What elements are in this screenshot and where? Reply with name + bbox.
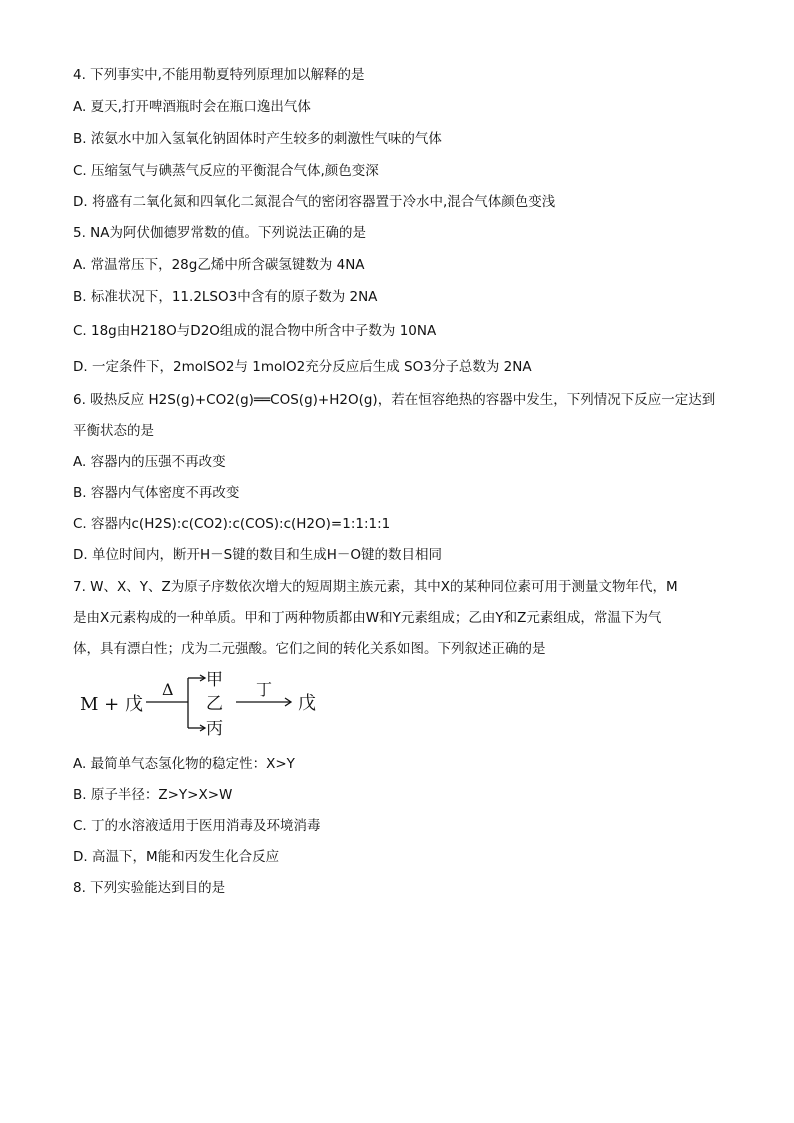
q7-stem-line2: 是由X元素构成的一种单质。甲和丁两种物质都由W和Y元素组成；乙由Y和Z元素组成，常温下为气 [73,610,662,626]
q4-option-d: D. 将盛有二氧化氮和四氧化二氮混合气的密闭容器置于冷水中,混合气体颜色变浅 [73,194,556,210]
q7-option-b: B. 原子半径：Z>Y>X>W [73,787,233,803]
q4-option-a: A. 夏天,打开啤酒瓶时会在瓶口逸出气体 [73,99,311,115]
q7-option-a: A. 最简单气态氢化物的稳定性：X>Y [73,756,295,772]
q6-stem-line2: 平衡状态的是 [73,423,154,439]
q6-option-c: C. 容器内c(H2S):c(CO2):c(COS):c(H2O)=1:1:1:1 [73,516,391,532]
q4-option-c: C. 压缩氢气与碘蒸气反应的平衡混合气体,颜色变深 [73,163,379,179]
diagram-result: 戊 [298,693,316,714]
q7-option-c: C. 丁的水溶液适用于医用消毒及环境消毒 [73,818,321,834]
reaction-diagram [76,666,336,738]
q5-stem: 5. NA为阿伏伽德罗常数的值。下列说法正确的是 [73,225,367,241]
diagram-product-bing: 丙 [206,719,223,738]
diagram-reagent: 丁 [256,680,273,699]
q7-stem-line1: 7. W、X、Y、Z为原子序数依次增大的短周期主族元素，其中X的某种同位素可用于测量文物年代，M [73,579,678,595]
q5-option-b: B. 标准状况下，11.2LSO3中含有的原子数为 2NA [73,289,378,305]
q8-stem: 8. 下列实验能达到目的是 [73,880,226,896]
q6-stem-line1: 6. 吸热反应 H2S(g)+CO2(g)══COS(g)+H2O(g)，若在恒容绝热的容器中发生，下列情况下反应一定达到 [73,392,716,408]
q5-option-d: D. 一定条件下，2molSO2与 1molO2充分反应后生成 SO3分子总数为 2NA [73,359,532,375]
q4-option-b: B. 浓氨水中加入氢氧化钠固体时产生较多的刺激性气味的气体 [73,131,442,147]
q5-option-a: A. 常温常压下，28g乙烯中所含碳氢键数为 4NA [73,257,365,273]
diagram-product-jia: 甲 [206,670,223,690]
q6-option-d: D. 单位时间内，断开H－S键的数目和生成H－O键的数目相同 [73,547,442,563]
q5-option-c: C. 18g由H218O与D2O组成的混合物中所含中子数为 10NA [73,323,437,339]
diagram-reactants: M + 戊 [80,694,143,715]
q6-option-a: A. 容器内的压强不再改变 [73,454,226,470]
q4-stem: 4. 下列事实中,不能用勒夏特列原理加以解释的是 [73,67,365,83]
diagram-condition: Δ [162,680,174,699]
q7-stem-line3: 体，具有漂白性；戊为二元强酸。它们之间的转化关系如图。下列叙述正确的是 [73,641,546,657]
q6-option-b: B. 容器内气体密度不再改变 [73,485,240,501]
q7-option-d: D. 高温下，M能和丙发生化合反应 [73,849,280,865]
diagram-product-yi: 乙 [206,694,223,714]
